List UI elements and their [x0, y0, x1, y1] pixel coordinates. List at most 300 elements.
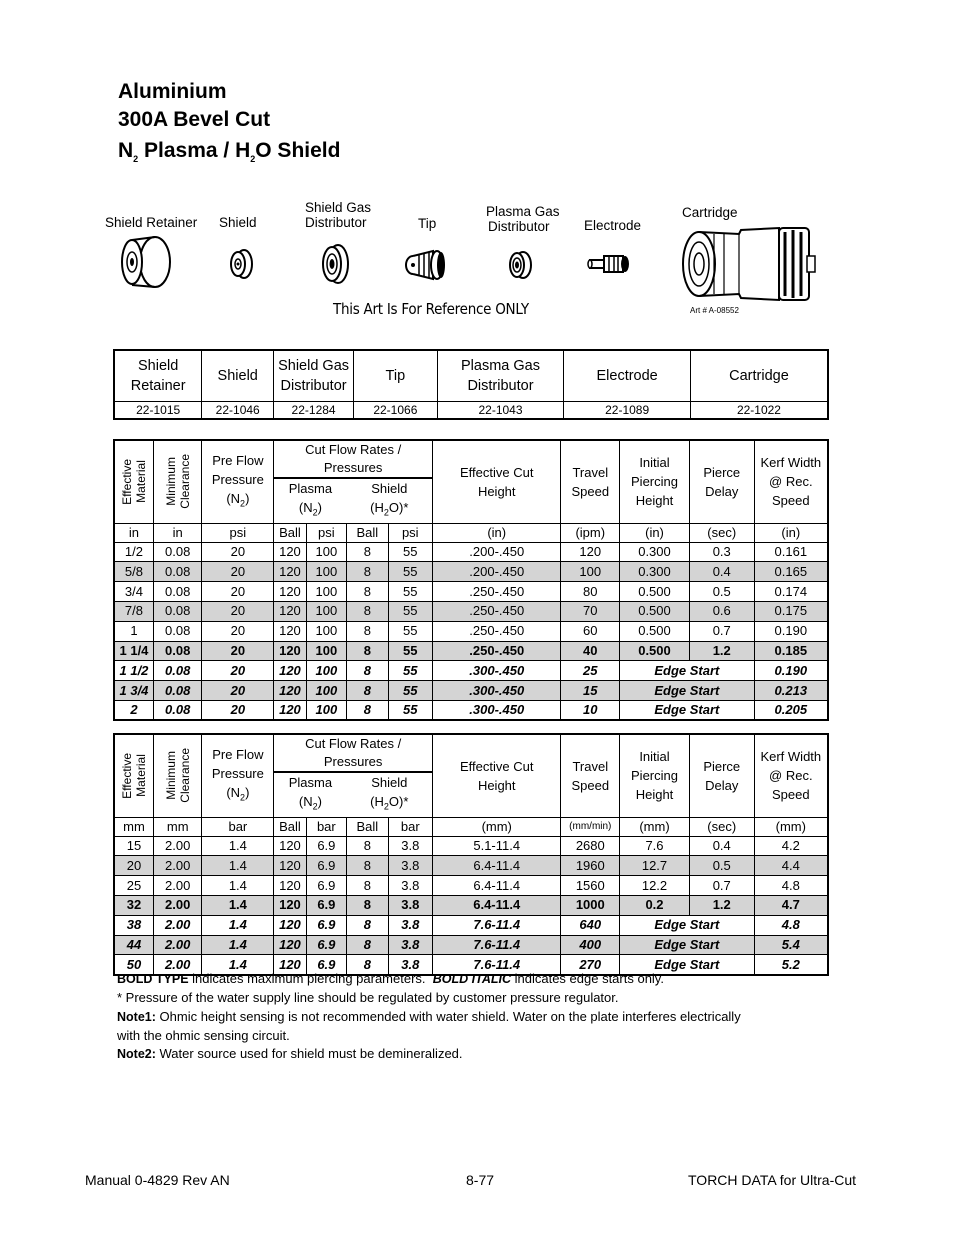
data-cell: .250-.450 — [433, 641, 561, 661]
effective-material-label — [120, 459, 148, 505]
data-cell: 0.08 — [153, 641, 202, 661]
data-cell: 2.00 — [153, 876, 202, 896]
data-cell: 55 — [388, 562, 432, 582]
footer-section: TORCH DATA for Ultra-Cut — [688, 1172, 857, 1188]
part-header-row — [114, 350, 828, 401]
data-cell: 120 — [274, 955, 306, 975]
shield-header — [347, 478, 433, 523]
shield-icon — [228, 248, 254, 280]
header-line: Pierce — [703, 758, 741, 774]
part-number-cell: 22-1066 — [354, 401, 438, 419]
data-row — [114, 836, 828, 856]
pierce-delay-header — [689, 440, 754, 523]
header-line: Speed — [571, 483, 610, 499]
part-header-line: Electrode — [596, 367, 658, 384]
header-line: Travel — [572, 464, 609, 480]
data-cell: 1.4 — [202, 915, 274, 935]
part-header-line: Distributor — [280, 377, 347, 394]
data-cell: 1.2 — [689, 641, 754, 661]
data-row — [114, 641, 828, 661]
unit-cell: (mm/min) — [561, 817, 620, 836]
unit-cell: bar — [388, 817, 432, 836]
data-row — [114, 856, 828, 876]
data-cell: 120 — [274, 876, 306, 896]
data-cell: 1.4 — [202, 876, 274, 896]
unit-cell: psi — [306, 523, 346, 542]
data-cell: 20 — [114, 856, 153, 876]
note-legend: BOLD TYPE indicates maximum piercing parameters. BOLD ITALIC indicates edge starts only. — [117, 971, 664, 986]
header-line: Initial — [639, 749, 670, 765]
header-line: Initial — [639, 455, 670, 471]
data-cell: .200-.450 — [433, 562, 561, 582]
unit-cell: in — [153, 523, 202, 542]
data-cell: 100 — [306, 661, 346, 681]
data-cell: 5.2 — [754, 955, 828, 975]
data-row — [114, 582, 828, 602]
data-cell: 4.4 — [754, 856, 828, 876]
data-cell: 3.8 — [388, 856, 432, 876]
header-line: $(N_2)$ — [298, 500, 322, 518]
data-cell: 120 — [274, 542, 306, 562]
data-cell: .250-.450 — [433, 621, 561, 641]
header-line: $(N_2)$ — [298, 794, 322, 812]
effective-cut-height-header — [433, 440, 561, 523]
data-row — [114, 601, 828, 621]
data-cell: 38 — [114, 915, 153, 935]
data-cell: .300-.450 — [433, 700, 561, 720]
data-cell: 1.4 — [202, 935, 274, 955]
part-header-cell — [437, 350, 564, 401]
header-line: Pressures — [323, 754, 383, 769]
data-cell: 1 3/4 — [114, 681, 153, 701]
data-cell: .300-.450 — [433, 681, 561, 701]
data-row — [114, 700, 828, 720]
data-cell: 5.1-11.4 — [433, 836, 561, 856]
part-number-row — [114, 401, 828, 419]
pre-flow-header — [202, 440, 274, 523]
data-cell: 2 — [114, 700, 153, 720]
data-cell: 8 — [347, 661, 388, 681]
header-line: Pre Flow — [212, 452, 264, 468]
unit-cell: (in) — [620, 523, 690, 542]
part-header-line: Tip — [385, 367, 406, 384]
data-cell: 8 — [347, 955, 388, 975]
part-header-cell — [564, 350, 691, 401]
data-row — [114, 661, 828, 681]
data-cell: 10 — [561, 700, 620, 720]
edge-start-cell: Edge Start — [620, 661, 755, 681]
data-cell: 120 — [274, 836, 306, 856]
unit-cell: (sec) — [689, 817, 754, 836]
data-cell: 80 — [561, 582, 620, 602]
data-cell: 3/4 — [114, 582, 153, 602]
data-cell: 5/8 — [114, 562, 153, 582]
data-cell: 44 — [114, 935, 153, 955]
label-shield-gas-distributor: Shield Gas Distributor — [305, 200, 372, 230]
data-cell: 3.8 — [388, 895, 432, 915]
data-cell: 6.9 — [306, 876, 346, 896]
header-line: Pre Flow — [212, 746, 264, 762]
cartridge-icon — [679, 222, 819, 304]
data-cell: 120 — [561, 542, 620, 562]
header-line: $(N_2)$ — [226, 490, 250, 509]
data-cell: 2.00 — [153, 955, 202, 975]
data-cell: 20 — [202, 542, 274, 562]
data-cell: 100 — [306, 700, 346, 720]
data-cell: 12.2 — [620, 876, 690, 896]
part-header-line: Shield — [137, 357, 179, 374]
header-line: Shield — [371, 481, 408, 496]
part-header-line: Plasma Gas — [461, 357, 540, 374]
unit-cell: bar — [202, 817, 274, 836]
data-cell: 1 1/2 — [114, 661, 153, 681]
header-line: Speed — [772, 493, 810, 509]
data-cell: 0.165 — [754, 562, 828, 582]
data-cell: 20 — [202, 621, 274, 641]
cut-flow-header — [274, 440, 433, 478]
data-row — [114, 681, 828, 701]
title-gases: $N_2$ Plasma / $H_2O$ Shield — [118, 139, 341, 165]
data-cell: .250-.450 — [433, 582, 561, 602]
data-cell: 8 — [347, 935, 388, 955]
data-cell: 20 — [202, 562, 274, 582]
units-row — [114, 523, 828, 542]
data-cell: 120 — [274, 681, 306, 701]
part-header-cell — [114, 350, 202, 401]
label-plasma-gas-distributor: Plasma Gas Distributor — [486, 204, 560, 234]
data-cell: 120 — [274, 935, 306, 955]
data-cell: 100 — [306, 641, 346, 661]
part-header-line: Shield — [217, 367, 258, 384]
data-cell: 0.5 — [689, 856, 754, 876]
data-cell: 2680 — [561, 836, 620, 856]
data-cell: 2.00 — [153, 915, 202, 935]
data-cell: 32 — [114, 895, 153, 915]
reference-only-note: This Art Is For Reference ONLY — [333, 300, 529, 318]
effective-material-label — [120, 753, 148, 799]
header-line: Delay — [705, 777, 739, 793]
data-cell: 55 — [388, 542, 432, 562]
kerf-width-header — [754, 440, 828, 523]
plasma-header — [274, 478, 347, 523]
imperial-cut-table — [113, 439, 829, 721]
header-line: Height — [477, 777, 516, 793]
unit-cell: Ball — [347, 523, 388, 542]
header-line: Cut Flow Rates / — [305, 442, 402, 457]
data-cell: 20 — [202, 582, 274, 602]
header-line: Speed — [571, 777, 610, 793]
label-cartridge: Cartridge — [682, 205, 738, 220]
data-cell: 55 — [388, 582, 432, 602]
data-cell: 8 — [347, 582, 388, 602]
data-cell: 120 — [274, 856, 306, 876]
data-cell: 0.190 — [754, 621, 828, 641]
data-cell: 6.9 — [306, 955, 346, 975]
header-line: Delay — [705, 483, 739, 499]
data-cell: 0.174 — [754, 582, 828, 602]
cut-flow-header — [274, 734, 433, 772]
data-cell: 1/2 — [114, 542, 153, 562]
data-cell: 0.7 — [689, 621, 754, 641]
data-cell: 270 — [561, 955, 620, 975]
data-cell: 8 — [347, 681, 388, 701]
data-cell: 0.500 — [620, 582, 690, 602]
minimum-clearance-header — [153, 440, 202, 523]
pierce-delay-header — [689, 734, 754, 817]
data-cell: 0.185 — [754, 641, 828, 661]
data-cell: 0.3 — [689, 542, 754, 562]
header-line: Material — [133, 460, 148, 504]
data-cell: 3.8 — [388, 915, 432, 935]
data-cell: 0.08 — [153, 562, 202, 582]
data-cell: 25 — [561, 661, 620, 681]
data-cell: 8 — [347, 542, 388, 562]
footer-page-number: 8-77 — [466, 1172, 495, 1188]
header-line: Speed — [772, 787, 810, 803]
part-header-line: Cartridge — [729, 367, 789, 384]
unit-cell: Ball — [274, 523, 306, 542]
title-material: Aluminium — [118, 80, 227, 103]
data-cell: 120 — [274, 601, 306, 621]
data-cell: .300-.450 — [433, 661, 561, 681]
header-line: @ Rec. — [769, 768, 813, 784]
data-cell: 7.6-11.4 — [433, 955, 561, 975]
data-cell: 20 — [202, 601, 274, 621]
data-cell: 8 — [347, 700, 388, 720]
data-cell: 0.205 — [754, 700, 828, 720]
data-cell: 60 — [561, 621, 620, 641]
data-cell: 1960 — [561, 856, 620, 876]
unit-cell: (mm) — [754, 817, 828, 836]
data-row — [114, 876, 828, 896]
data-cell: 20 — [202, 641, 274, 661]
header-line: $(N_2)$ — [226, 784, 250, 803]
data-cell: 6.9 — [306, 895, 346, 915]
data-row — [114, 621, 828, 641]
data-cell: 3.8 — [388, 955, 432, 975]
data-cell: 8 — [347, 601, 388, 621]
data-cell: 6.4-11.4 — [433, 895, 561, 915]
shield-header — [347, 772, 433, 817]
data-cell: 1 1/4 — [114, 641, 153, 661]
part-header-line: Retainer — [130, 377, 186, 394]
effective-cut-height-header — [433, 734, 561, 817]
units-row — [114, 817, 828, 836]
data-cell: 2.00 — [153, 836, 202, 856]
header-line: Height — [635, 493, 674, 509]
data-cell: 70 — [561, 601, 620, 621]
data-cell: 0.08 — [153, 601, 202, 621]
art-number: Art # A-08552 — [690, 306, 739, 315]
data-cell: 15 — [114, 836, 153, 856]
metric-cut-table — [113, 733, 829, 976]
part-header-line: Distributor — [467, 377, 534, 394]
header-line: Shield — [371, 775, 408, 790]
header-line: Pressure — [211, 765, 264, 781]
data-cell: 4.7 — [754, 895, 828, 915]
travel-speed-header — [561, 440, 620, 523]
header-line: Pressure — [211, 471, 264, 487]
minimum-clearance-label — [164, 454, 192, 509]
label-tip: Tip — [418, 216, 437, 231]
part-number-cell: 22-1284 — [274, 401, 354, 419]
header-line: Pressures — [323, 460, 383, 475]
part-header-cell — [202, 350, 274, 401]
data-cell: 100 — [306, 582, 346, 602]
data-cell: 8 — [347, 895, 388, 915]
part-number-cell: 22-1046 — [202, 401, 274, 419]
header-line: Clearance — [177, 454, 192, 510]
data-cell: 120 — [274, 895, 306, 915]
data-cell: 0.500 — [620, 621, 690, 641]
data-cell: 55 — [388, 681, 432, 701]
header-line: Clearance — [177, 748, 192, 804]
header-line: Minimum — [163, 751, 178, 801]
data-row — [114, 895, 828, 915]
title-current-cut: 300A Bevel Cut — [118, 108, 271, 131]
header-line: Kerf Width — [760, 749, 822, 765]
unit-cell: bar — [306, 817, 346, 836]
data-cell: 1560 — [561, 876, 620, 896]
data-cell: 2.00 — [153, 856, 202, 876]
data-cell: 0.08 — [153, 661, 202, 681]
data-cell: 120 — [274, 621, 306, 641]
header-line: Travel — [572, 758, 609, 774]
part-number-cell: 22-1043 — [437, 401, 564, 419]
label-electrode: Electrode — [584, 218, 642, 233]
label-shield-retainer: Shield Retainer — [105, 215, 198, 230]
data-cell: 1 — [114, 621, 153, 641]
data-cell: .200-.450 — [433, 542, 561, 562]
unit-cell: (ipm) — [561, 523, 620, 542]
travel-speed-header — [561, 734, 620, 817]
data-cell: 20 — [202, 661, 274, 681]
footer-manual: Manual 0-4829 Rev AN — [85, 1172, 230, 1188]
data-cell: 120 — [274, 641, 306, 661]
data-cell: 12.7 — [620, 856, 690, 876]
header-line: $(H_2O)*$ — [370, 794, 409, 812]
pre-flow-header — [202, 734, 274, 817]
data-cell: 0.500 — [620, 641, 690, 661]
data-cell: 3.8 — [388, 935, 432, 955]
edge-start-cell: Edge Start — [620, 915, 755, 935]
data-cell: 20 — [202, 700, 274, 720]
unit-cell: psi — [388, 523, 432, 542]
header-line: Plasma — [288, 481, 333, 496]
data-cell: 100 — [306, 621, 346, 641]
data-cell: 0.4 — [689, 836, 754, 856]
data-cell: 120 — [274, 582, 306, 602]
data-cell: 6.9 — [306, 836, 346, 856]
shield-gas-distributor-icon — [320, 243, 350, 285]
data-cell: 55 — [388, 621, 432, 641]
shield-retainer-icon — [117, 235, 175, 290]
data-cell: 55 — [388, 641, 432, 661]
header-line: Piercing — [631, 768, 678, 784]
initial-piercing-height-header — [620, 734, 690, 817]
part-header-cell — [690, 350, 828, 401]
data-cell: 0.190 — [754, 661, 828, 681]
header-line: Effective — [119, 752, 134, 799]
data-cell: 0.300 — [620, 562, 690, 582]
data-cell: 100 — [306, 562, 346, 582]
data-cell: 7.6 — [620, 836, 690, 856]
edge-start-cell: Edge Start — [620, 935, 755, 955]
plasma-gas-distributor-icon — [506, 250, 534, 280]
data-cell: 55 — [388, 601, 432, 621]
header-line: Minimum — [163, 457, 178, 507]
data-cell: 0.300 — [620, 542, 690, 562]
data-cell: 7.6-11.4 — [433, 935, 561, 955]
data-cell: 0.08 — [153, 582, 202, 602]
data-cell: 3.8 — [388, 836, 432, 856]
data-cell: 120 — [274, 700, 306, 720]
initial-piercing-height-header — [620, 440, 690, 523]
tip-icon — [403, 248, 447, 282]
data-cell: 0.500 — [620, 601, 690, 621]
effective-material-header — [114, 440, 153, 523]
data-cell: 7/8 — [114, 601, 153, 621]
data-cell: 0.175 — [754, 601, 828, 621]
data-cell: 0.213 — [754, 681, 828, 701]
data-cell: 100 — [306, 542, 346, 562]
data-cell: 6.9 — [306, 935, 346, 955]
data-cell: 55 — [388, 661, 432, 681]
note-1: Note1: Ohmic height sensing is not recommended with water shield. Water on the plate interferes electrically — [117, 1009, 741, 1024]
unit-cell: (mm) — [620, 817, 690, 836]
part-number-cell: 22-1089 — [564, 401, 691, 419]
data-cell: 0.5 — [689, 582, 754, 602]
data-cell: 0.161 — [754, 542, 828, 562]
data-row — [114, 542, 828, 562]
data-cell: 0.08 — [153, 700, 202, 720]
data-row — [114, 935, 828, 955]
data-row — [114, 562, 828, 582]
part-numbers-table — [113, 349, 829, 420]
data-cell: 8 — [347, 856, 388, 876]
unit-cell: mm — [114, 817, 153, 836]
header-line: Material — [133, 754, 148, 798]
edge-start-cell: Edge Start — [620, 700, 755, 720]
data-cell: 8 — [347, 836, 388, 856]
data-cell: 100 — [306, 601, 346, 621]
data-cell: 1.4 — [202, 895, 274, 915]
header-line: Piercing — [631, 474, 678, 490]
unit-cell: Ball — [347, 817, 388, 836]
data-cell: 100 — [561, 562, 620, 582]
note-2: Note2: Water source used for shield must be demineralized. — [117, 1046, 463, 1061]
data-cell: 1.4 — [202, 955, 274, 975]
data-cell: 8 — [347, 562, 388, 582]
electrode-icon — [587, 252, 631, 276]
header-line: Pierce — [703, 464, 741, 480]
data-cell: 1.4 — [202, 836, 274, 856]
data-cell: 0.08 — [153, 542, 202, 562]
note-1-continued: with the ohmic sensing circuit. — [117, 1028, 290, 1043]
data-cell: 2.00 — [153, 935, 202, 955]
note-pressure: * Pressure of the water supply line should be regulated by customer pressure regulator. — [117, 990, 619, 1005]
data-cell: 50 — [114, 955, 153, 975]
effective-material-header — [114, 734, 153, 817]
minimum-clearance-header — [153, 734, 202, 817]
header-line: Effective — [119, 458, 134, 505]
data-cell: 0.7 — [689, 876, 754, 896]
data-cell: 8 — [347, 915, 388, 935]
part-header-line: Shield Gas — [278, 357, 350, 374]
data-cell: 120 — [274, 915, 306, 935]
part-header-cell — [274, 350, 354, 401]
header-line: Plasma — [288, 775, 333, 790]
